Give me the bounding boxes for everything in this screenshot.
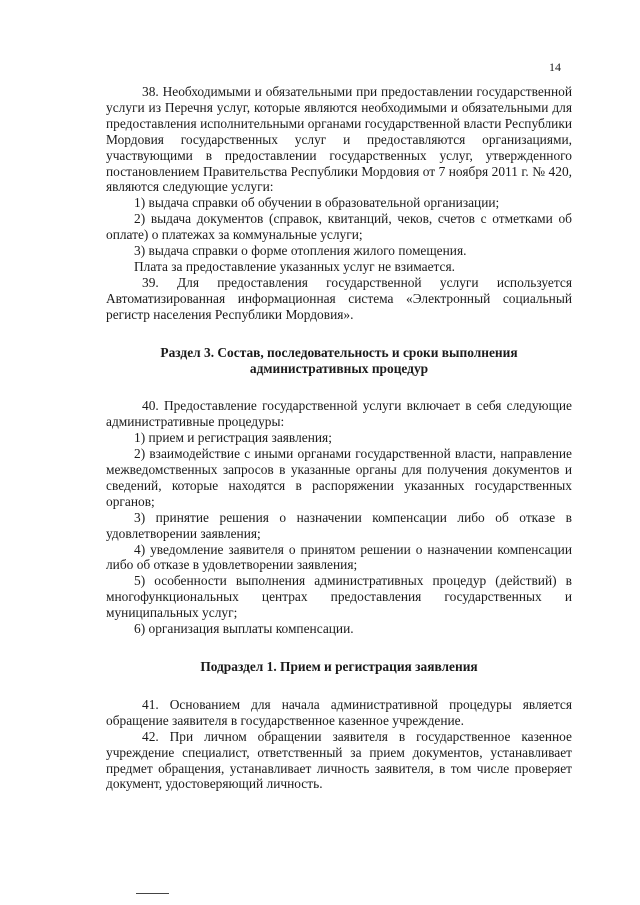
paragraph-38-fee: Плата за предоставление указанных услуг не взимается. <box>134 258 455 274</box>
section-3-heading: Раздел 3. Состав, последовательность и сроки выполнения административных процедур <box>160 344 518 376</box>
paragraph-40-item-5: 5) особенности выполнения административных процедур (действий) в многофункциональных центрах предоставления государственных и муниципальных услуг; <box>106 573 572 621</box>
paragraph-40-item-4: 4) уведомление заявителя о принятом решении о назначении компенсации либо об отказе в удовлетворении заявления; <box>106 541 572 573</box>
paragraph-38-item-2: 2) выдача документов (справок, квитанций, чеков, счетов с отметками об оплате) о платежах за коммунальные услуги; <box>106 211 572 243</box>
paragraph-40-item-3: 3) принятие решения о назначении компенсации либо об отказе в удовлетворении заявления; <box>106 509 572 541</box>
paragraph-40-item-1: 1) прием и регистрация заявления; <box>134 430 332 446</box>
page-number: 14 <box>549 60 561 74</box>
paragraph-38-item-1: 1) выдача справки об обучении в образовательной организации; <box>134 195 500 211</box>
paragraph-38: 38. Необходимыми и обязательными при предоставлении государственной услуги из Перечня услуг, которые являются необходимыми и обязательными для предоставления исполнительными органами государственной власти Республики Мордовия государственных услуг и предоставляются организациями, участвующими в предоставлении государственных услуг, утвержденного постановлением Правительства Республики Мордовия от 7 ноября 2011 г. № 420, являются следующие услуги: <box>106 84 572 195</box>
paragraph-41: 41. Основанием для начала административной процедуры является обращение заявителя в государственное казенное учреждение. <box>106 696 572 728</box>
paragraph-40-item-6: 6) организация выплаты компенсации. <box>134 621 354 637</box>
paragraph-42: 42. При личном обращении заявителя в государственное казенное учреждение специалист, ответственный за прием документов, устанавливает предмет обращения, устанавливает личность заявителя, в том числе проверяет документ, удостоверяющий личность. <box>106 728 572 792</box>
paragraph-39: 39. Для предоставления государственной услуги используется Автоматизированная информационная система «Электронный социальный регистр населения Республики Мордовия». <box>106 274 572 322</box>
footer-mark <box>136 893 169 894</box>
paragraph-38-item-3: 3) выдача справки о форме отопления жилого помещения. <box>134 243 467 259</box>
document-body <box>106 84 572 792</box>
paragraph-40: 40. Предоставление государственной услуги включает в себя следующие административные процедуры: <box>106 398 572 430</box>
paragraph-40-item-2: 2) взаимодействие с иными органами государственной власти, направление межведомственных запросов в указанные органы для получения документов и сведений, которые находятся в распоряжении указанных государственных органов; <box>106 446 572 509</box>
subsection-1-heading: Подраздел 1. Прием и регистрация заявления <box>200 659 478 674</box>
